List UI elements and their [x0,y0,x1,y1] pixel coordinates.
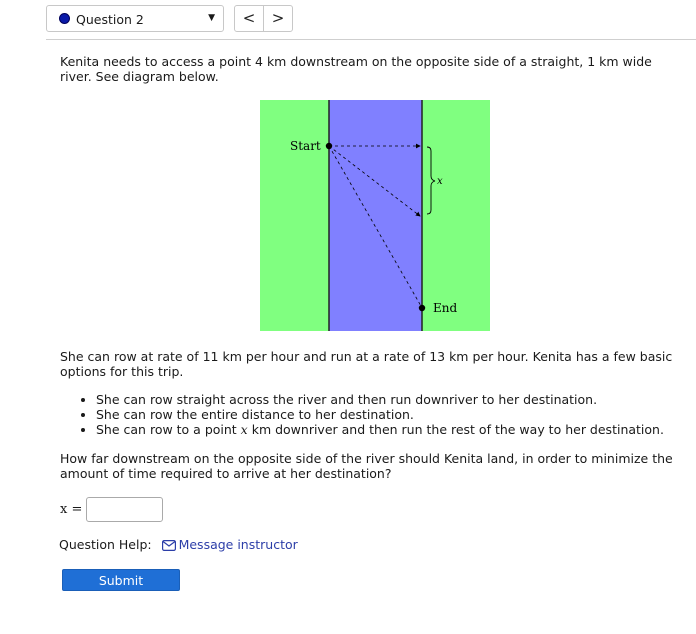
question-selector[interactable] [46,5,224,32]
question-selector-label: Question 2 [76,12,144,27]
start-label: Start [290,139,321,153]
answer-variable-label: x = [60,502,83,517]
previous-question-button[interactable]: < [234,5,264,32]
question-header [46,5,696,40]
envelope-icon [162,540,176,551]
next-question-button[interactable]: > [263,5,293,32]
options-list [60,392,696,437]
river-diagram [260,100,490,334]
message-instructor-label: Message instructor [178,537,298,552]
x-label: x [437,176,443,187]
start-point [326,143,332,149]
end-point [419,305,425,311]
message-instructor-link[interactable] [162,537,298,552]
caret-down-icon: ▼ [208,13,215,23]
left-bank [260,100,329,331]
option-variable: x [240,422,248,437]
river [329,100,422,331]
question-help-label: Question Help: [59,537,152,552]
option-text-before: She can row to a point [96,422,241,437]
end-label: End [433,301,458,315]
answer-input[interactable] [86,497,163,522]
question-prompt: How far downstream on the opposite side of the river should Kenita land, in order to minimize the amount of time required to arrive at her destination? [60,451,673,481]
right-bank [422,100,490,331]
rates-text: She can row at rate of 11 km per hour and run at a rate of 13 km per hour. Kenita has a few basic options for this trip. [60,349,673,379]
option-text-after: km downriver and then run the rest of the way to her destination. [247,422,664,437]
list-item: • She can row straight across the river and then run downriver to her destination. [96,392,696,407]
question-status-dot-icon [59,13,70,24]
question-help [59,537,298,552]
list-item [96,422,696,437]
submit-question-button[interactable]: Submit Question [62,569,180,591]
question-intro: Kenita needs to access a point 4 km downstream on the opposite side of a straight, 1 km wide river. See diagram below. [60,54,652,84]
list-item: • She can row the entire distance to her destination. [96,407,696,422]
